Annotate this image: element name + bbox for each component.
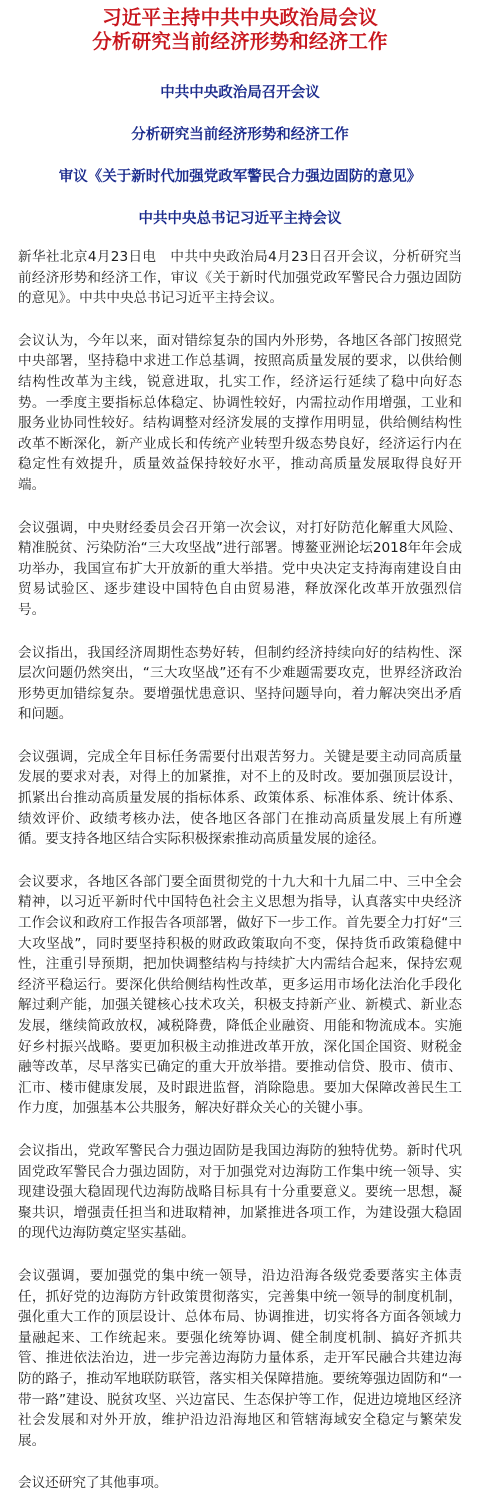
paragraph-closing: 会议还研究了其他事项。 <box>18 1475 168 1492</box>
headline-line-1: 习近平主持中共中央政治局会议 <box>102 6 378 29</box>
paragraph-emphasis-1: 会议强调，中央财经委员会召开第一次会议，对打好防范化解重大风险、精准脱贫、污染防治“三大攻坚战”进行部署。博鳌亚洲论坛2018年年会成功举办，我国宣布扩大开放新的重大举措。党中央决定支持海南建设自由贸易试验区、逐步建设中国特色自由贸易港，释放深化改革开放强烈信号。 <box>18 519 462 618</box>
headline-line-2: 分析研究当前经济形势和经济工作 <box>92 30 388 53</box>
paragraph-indication-1: 会议指出，我国经济周期性态势好转，但制约经济持续向好的结构性、深层次问题仍然突出，“三大攻坚战”还有不少难题需要攻克，世界经济政治形势更加错综复杂。要增强忧患意识、坚持问题导向，着力解决突出矛盾和问题。 <box>18 644 462 723</box>
paragraph-lead: 新华社北京4月23日电 中共中央政治局4月23日召开会议，分析研究当前经济形势和经济工作，审议《关于新时代加强党政军警民合力强边固防的意见》。中共中央总书记习近平主持会议。 <box>18 249 462 307</box>
headline-block <box>18 6 462 54</box>
subheading-chair: 中共中央总书记习近平主持会议 <box>138 211 342 227</box>
subheading-review: 审议《关于新时代加强党政军警民合力强边固防的意见》 <box>58 169 422 185</box>
paragraph-emphasis-3: 会议强调，要加强党的集中统一领导，沿边沿海各级党委要落实主体责任，抓好党的边海防方针政策贯彻落实，完善集中统一领导的制度机制，强化重大工作的顶层设计、总体布局、协调推进，切实将各方面各领域力量融起来、工作统起来。要强化统筹协调、健全制度机制、搞好齐抓共管、推进依法治边，进一步完善边海防力量体系，走开军民融合共建边海防的路子，推动军地联防联管，落实相关保障措施。要统筹强边固防和“一带一路”建设、脱贫攻坚、兴边富民、生态保护等工作，促进边境地区经济社会发展和对外开放，维护沿边沿海地区和管辖海域安全稳定与繁荣发展。 <box>18 1267 462 1449</box>
paragraph-emphasis-2: 会议强调，完成全年目标任务需要付出艰苦努力。关键是要主动同高质量发展的要求对表，对得上的加紧推，对不上的及时改。要加强顶层设计，抓紧出台推动高质量发展的指标体系、政策体系、标准体系、统计体系、绩效评价、政绩考核办法，使各地区各部门在推动高质量发展上有所遵循。要支持各地区结合实际积极探索推动高质量发展的途径。 <box>18 748 462 848</box>
paragraph-requirements: 会议要求，各地区各部门要全面贯彻党的十九大和十九届二中、三中全会精神，以习近平新时代中国特色社会主义思想为指导，认真落实中央经济工作会议和政府工作报告各项部署，做好下一步工作。首先要全力打好“三大攻坚战”，同时要坚持积极的财政政策取向不变，保持货币政策稳健中性，注重引导预期，把加快调整结构与持续扩大内需结合起来，保持宏观经济平稳运行。要深化供给侧结构性改革，更多运用市场化法治化手段化解过剩产能，加强关键核心技术攻关，积极支持新产业、新模式、新业态发展，继续简政放权，减税降费，降低企业融资、用能和物流成本。实施好乡村振兴战略。要更加积极主动推进改革开放，深化国企国资、财税金融等改革，尽早落实已确定的重大开放举措。要推动信贷、股市、债市、汇市、楼市健康发展，及时跟进监督，消除隐患。要加大保障改善民生工作力度，加强基本公共服务，解决好群众关心的关键小事。 <box>18 873 462 1117</box>
paragraph-indication-2: 会议指出，党政军警民合力强边固防是我国边海防的独特优势。新时代巩固党政军警民合力强边固防，对于加强党对边海防工作集中统一领导、实现建设强大稳固现代边海防战略目标具有十分重要意义。要统一思想，凝聚共识，增强责任担当和进取精神，加紧推进各项工作，为建设强大稳固的现代边海防奠定坚实基础。 <box>18 1142 462 1242</box>
subheadings <box>18 83 462 229</box>
subheading-economy: 分析研究当前经济形势和经济工作 <box>131 127 349 143</box>
paragraph-assessment: 会议认为，今年以来，面对错综复杂的国内外形势，各地区各部门按照党中央部署，坚持稳中求进工作总基调，按照高质量发展的要求，以供给侧结构性改革为主线，锐意进取，扎实工作，经济运行延续了稳中向好态势。一季度主要指标总体稳定、协调性较好，内需拉动作用增强，工业和服务业协同性较好。结构调整对经济发展的支撑作用明显，供给侧结构性改革不断深化，新产业成长和传统产业转型升级态势良好，经济运行内在稳定性有效提升，质量效益保持较好水平，推动高质量发展取得良好开端。 <box>18 332 462 493</box>
subheading-meeting: 中共中央政治局召开会议 <box>160 85 320 101</box>
article-body <box>18 247 462 1494</box>
